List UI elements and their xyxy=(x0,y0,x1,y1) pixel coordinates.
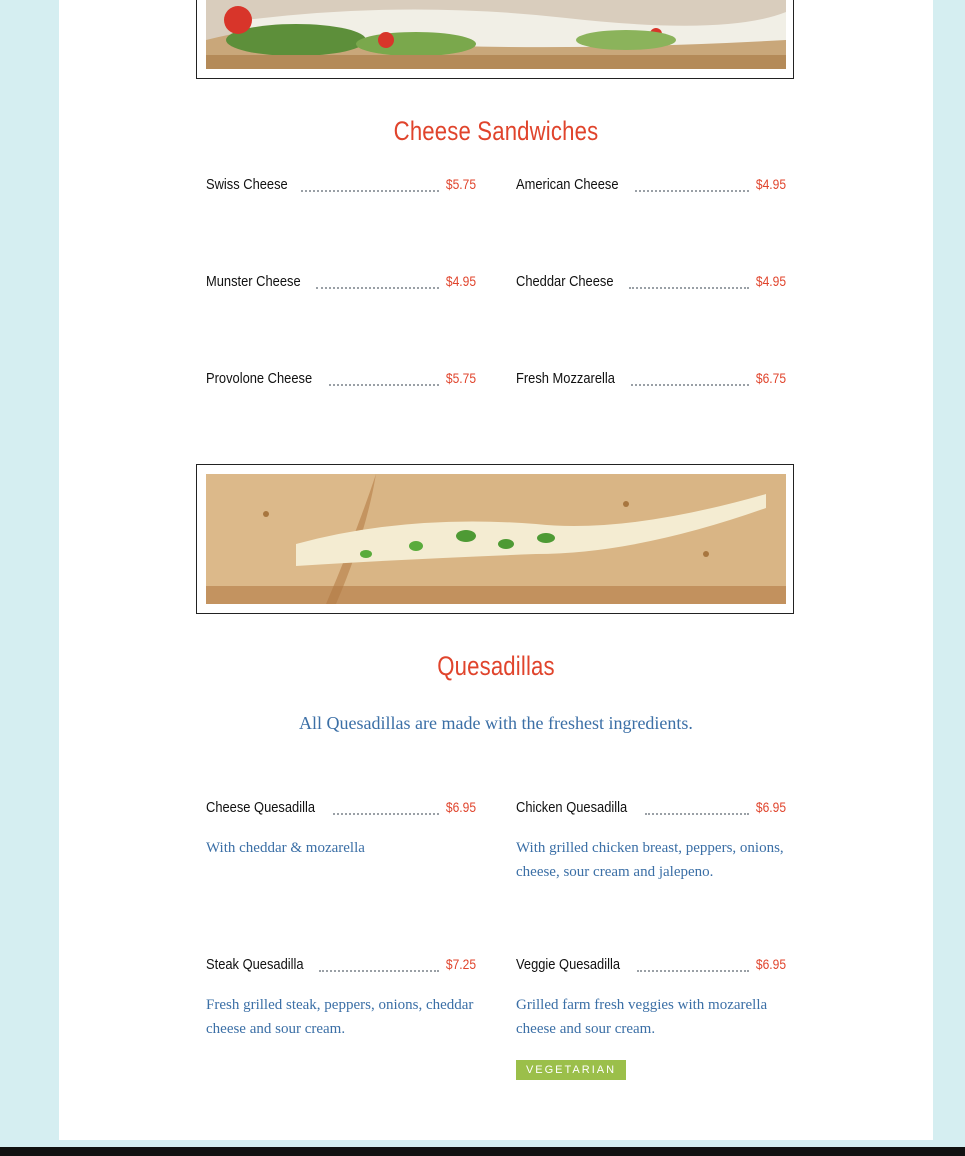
item-price: $5.75 xyxy=(445,176,476,192)
menu-page xyxy=(59,0,933,1140)
item-price: $6.95 xyxy=(755,799,786,815)
dot-leader xyxy=(629,286,749,289)
item-price: $6.95 xyxy=(755,956,786,972)
menu-item-steak-quesadilla xyxy=(206,956,476,1041)
item-description: Grilled farm fresh veggies with mozarella cheese and sour cream. xyxy=(516,997,768,1037)
cheese-sandwiches-title: Cheese Sandwiches xyxy=(393,116,599,146)
item-name: Veggie Quesadilla xyxy=(516,956,621,973)
quesadilla-photo-frame xyxy=(196,464,794,614)
item-name: Fresh Mozzarella xyxy=(516,370,615,387)
menu-item-provolone-cheese xyxy=(206,370,476,390)
dot-leader xyxy=(316,286,439,289)
item-description: With grilled chicken breast, peppers, onions, cheese, sour cream and jalepeno. xyxy=(516,840,784,880)
item-name: Cheddar Cheese xyxy=(516,273,614,290)
item-name: Provolone Cheese xyxy=(206,370,313,387)
dot-leader xyxy=(329,383,439,386)
menu-item-cheddar-cheese xyxy=(516,273,786,293)
item-description: Fresh grilled steak, peppers, onions, cheddar cheese and sour cream. xyxy=(206,997,474,1037)
item-price: $4.95 xyxy=(755,273,786,289)
footer-bar xyxy=(0,1147,965,1156)
dot-leader xyxy=(635,189,749,192)
quesadilla-photo xyxy=(206,474,786,604)
menu-item-chicken-quesadilla xyxy=(516,799,786,884)
menu-item-swiss-cheese xyxy=(206,176,476,196)
menu-item-american-cheese xyxy=(516,176,786,196)
menu-item-fresh-mozzarella xyxy=(516,370,786,390)
item-price: $7.25 xyxy=(445,956,476,972)
vegetarian-tag: VEGETARIAN xyxy=(516,1060,626,1080)
dot-leader xyxy=(301,189,439,192)
dot-leader xyxy=(333,812,439,815)
item-price: $6.95 xyxy=(445,799,476,815)
item-name: Steak Quesadilla xyxy=(206,956,304,973)
sandwich-photo-frame xyxy=(196,0,794,79)
dot-leader xyxy=(319,969,439,972)
dot-leader xyxy=(631,383,749,386)
quesadillas-note: All Quesadillas are made with the freshest ingredients. xyxy=(299,713,693,733)
dot-leader xyxy=(637,969,749,972)
menu-item-cheese-quesadilla xyxy=(206,799,476,860)
item-name: Munster Cheese xyxy=(206,273,301,290)
item-price: $6.75 xyxy=(755,370,786,386)
item-price: $5.75 xyxy=(445,370,476,386)
dot-leader xyxy=(645,812,749,815)
item-name: American Cheese xyxy=(516,176,619,193)
quesadillas-title: Quesadillas xyxy=(437,651,555,681)
item-price: $4.95 xyxy=(445,273,476,289)
item-name: Swiss Cheese xyxy=(206,176,288,193)
item-price: $4.95 xyxy=(755,176,786,192)
menu-item-munster-cheese xyxy=(206,273,476,293)
menu-item-veggie-quesadilla xyxy=(516,956,786,1041)
item-name: Chicken Quesadilla xyxy=(516,799,628,816)
item-name: Cheese Quesadilla xyxy=(206,799,316,816)
item-description: With cheddar & mozarella xyxy=(206,840,365,856)
sandwich-photo xyxy=(206,0,786,69)
